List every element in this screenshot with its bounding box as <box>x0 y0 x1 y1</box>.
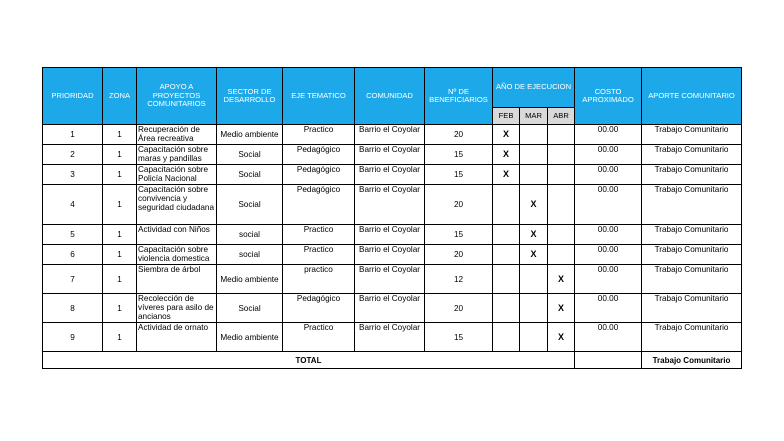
cell-apoyo: Capacitación sobre violencia domestica <box>137 245 217 265</box>
cell-beneficiarios: 20 <box>425 185 493 225</box>
cell-eje: Practico <box>283 125 355 145</box>
cell-beneficiarios: 15 <box>425 145 493 165</box>
cell-abr: X <box>548 294 575 323</box>
cell-aporte: Trabajo Comunitario <box>642 245 742 265</box>
cell-comunidad: Barrio el Coyolar <box>355 265 425 294</box>
table-row <box>43 165 742 185</box>
cell-mar <box>520 125 548 145</box>
cell-costo: 00.00 <box>575 125 642 145</box>
cell-sector: Social <box>217 165 283 185</box>
cell-aporte: Trabajo Comunitario <box>642 185 742 225</box>
cell-beneficiarios: 20 <box>425 245 493 265</box>
cell-prioridad: 3 <box>43 165 103 185</box>
cell-prioridad: 1 <box>43 125 103 145</box>
total-aporte: Trabajo Comunitario <box>642 352 742 369</box>
cell-feb <box>493 294 520 323</box>
cell-eje: practico <box>283 265 355 294</box>
cell-prioridad: 4 <box>43 185 103 225</box>
cell-prioridad: 9 <box>43 323 103 352</box>
cell-beneficiarios: 15 <box>425 323 493 352</box>
cell-feb: X <box>493 145 520 165</box>
header-mar: MAR <box>520 108 548 125</box>
cell-eje: Pedagógico <box>283 185 355 225</box>
cell-mar <box>520 294 548 323</box>
cell-abr <box>548 125 575 145</box>
cell-eje: Pedagógico <box>283 165 355 185</box>
header-prioridad: PRIORIDAD <box>43 68 103 125</box>
cell-zona: 1 <box>103 294 137 323</box>
cell-aporte: Trabajo Comunitario <box>642 294 742 323</box>
cell-costo: 00.00 <box>575 265 642 294</box>
table-row <box>43 245 742 265</box>
cell-costo: 00.00 <box>575 245 642 265</box>
cell-aporte: Trabajo Comunitario <box>642 225 742 245</box>
header-costo: COSTO APROXIMADO <box>575 68 642 125</box>
cell-mar <box>520 265 548 294</box>
cell-prioridad: 7 <box>43 265 103 294</box>
cell-zona: 1 <box>103 145 137 165</box>
cell-eje: Pedagógico <box>283 294 355 323</box>
header-sector: SECTOR DE DESARROLLO <box>217 68 283 125</box>
cell-apoyo: Recuperación de Área recreativa <box>137 125 217 145</box>
cell-comunidad: Barrio el Coyolar <box>355 225 425 245</box>
cell-comunidad: Barrio el Coyolar <box>355 145 425 165</box>
cell-abr: X <box>548 265 575 294</box>
cell-mar <box>520 323 548 352</box>
projects-table <box>42 67 742 369</box>
cell-mar: X <box>520 185 548 225</box>
cell-costo: 00.00 <box>575 145 642 165</box>
header-zona: ZONA <box>103 68 137 125</box>
cell-eje: Practico <box>283 323 355 352</box>
cell-feb: X <box>493 165 520 185</box>
cell-mar <box>520 145 548 165</box>
cell-mar: X <box>520 225 548 245</box>
total-costo <box>575 352 642 369</box>
header-beneficiarios: Nº DE BENEFICIARIOS <box>425 68 493 125</box>
cell-apoyo: Capacitación sobre maras y pandillas <box>137 145 217 165</box>
cell-beneficiarios: 15 <box>425 165 493 185</box>
cell-prioridad: 6 <box>43 245 103 265</box>
cell-beneficiarios: 12 <box>425 265 493 294</box>
cell-apoyo: Capacitación sobre Policía Nacional <box>137 165 217 185</box>
cell-abr <box>548 185 575 225</box>
cell-zona: 1 <box>103 265 137 294</box>
cell-feb <box>493 185 520 225</box>
cell-aporte: Trabajo Comunitario <box>642 165 742 185</box>
header-eje: EJE TEMATICO <box>283 68 355 125</box>
cell-abr <box>548 145 575 165</box>
cell-sector: Social <box>217 294 283 323</box>
cell-sector: Social <box>217 185 283 225</box>
cell-zona: 1 <box>103 323 137 352</box>
cell-comunidad: Barrio el Coyolar <box>355 323 425 352</box>
cell-feb: X <box>493 125 520 145</box>
cell-aporte: Trabajo Comunitario <box>642 125 742 145</box>
cell-zona: 1 <box>103 185 137 225</box>
table-row <box>43 265 742 294</box>
cell-abr <box>548 245 575 265</box>
cell-sector: Social <box>217 145 283 165</box>
cell-beneficiarios: 20 <box>425 294 493 323</box>
table-row <box>43 125 742 145</box>
table-row <box>43 323 742 352</box>
table-row <box>43 185 742 225</box>
cell-zona: 1 <box>103 225 137 245</box>
total-label: TOTAL <box>43 352 575 369</box>
cell-beneficiarios: 15 <box>425 225 493 245</box>
cell-abr <box>548 225 575 245</box>
cell-prioridad: 2 <box>43 145 103 165</box>
cell-sector: social <box>217 225 283 245</box>
cell-sector: Medio ambiente <box>217 323 283 352</box>
cell-aporte: Trabajo Comunitario <box>642 265 742 294</box>
cell-comunidad: Barrio el Coyolar <box>355 294 425 323</box>
cell-costo: 00.00 <box>575 185 642 225</box>
cell-aporte: Trabajo Comunitario <box>642 145 742 165</box>
cell-feb <box>493 265 520 294</box>
cell-apoyo: Actividad de ornato <box>137 323 217 352</box>
cell-apoyo: Siembra de árbol <box>137 265 217 294</box>
table-row <box>43 294 742 323</box>
cell-beneficiarios: 20 <box>425 125 493 145</box>
cell-apoyo: Actividad con Niños <box>137 225 217 245</box>
cell-costo: 00.00 <box>575 225 642 245</box>
cell-abr: X <box>548 323 575 352</box>
cell-mar <box>520 165 548 185</box>
table-row <box>43 225 742 245</box>
cell-apoyo: Capacitación sobre convivencia y seguridad ciudadana <box>137 185 217 225</box>
header-aporte: APORTE COMUNITARIO <box>642 68 742 125</box>
cell-zona: 1 <box>103 165 137 185</box>
cell-apoyo: Recolección de víveres para asilo de ancianos <box>137 294 217 323</box>
cell-feb <box>493 225 520 245</box>
cell-sector: social <box>217 245 283 265</box>
header-abr: ABR <box>548 108 575 125</box>
cell-zona: 1 <box>103 245 137 265</box>
cell-comunidad: Barrio el Coyolar <box>355 165 425 185</box>
cell-comunidad: Barrio el Coyolar <box>355 185 425 225</box>
cell-costo: 00.00 <box>575 323 642 352</box>
cell-eje: Practico <box>283 225 355 245</box>
cell-prioridad: 8 <box>43 294 103 323</box>
header-comunidad: COMUNIDAD <box>355 68 425 125</box>
header-feb: FEB <box>493 108 520 125</box>
table-row <box>43 145 742 165</box>
cell-prioridad: 5 <box>43 225 103 245</box>
cell-sector: Medio ambiente <box>217 125 283 145</box>
cell-eje: Practico <box>283 245 355 265</box>
cell-aporte: Trabajo Comunitario <box>642 323 742 352</box>
cell-feb <box>493 323 520 352</box>
cell-feb <box>493 245 520 265</box>
cell-costo: 00.00 <box>575 165 642 185</box>
cell-costo: 00.00 <box>575 294 642 323</box>
cell-sector: Medio ambiente <box>217 265 283 294</box>
header-anio: AÑO DE EJECUCION <box>493 68 575 108</box>
cell-eje: Pedagógico <box>283 145 355 165</box>
header-apoyo: APOYO A PROYECTOS COMUNITARIOS <box>137 68 217 125</box>
cell-comunidad: Barrio el Coyolar <box>355 125 425 145</box>
cell-abr <box>548 165 575 185</box>
cell-comunidad: Barrio el Coyolar <box>355 245 425 265</box>
cell-mar: X <box>520 245 548 265</box>
cell-zona: 1 <box>103 125 137 145</box>
